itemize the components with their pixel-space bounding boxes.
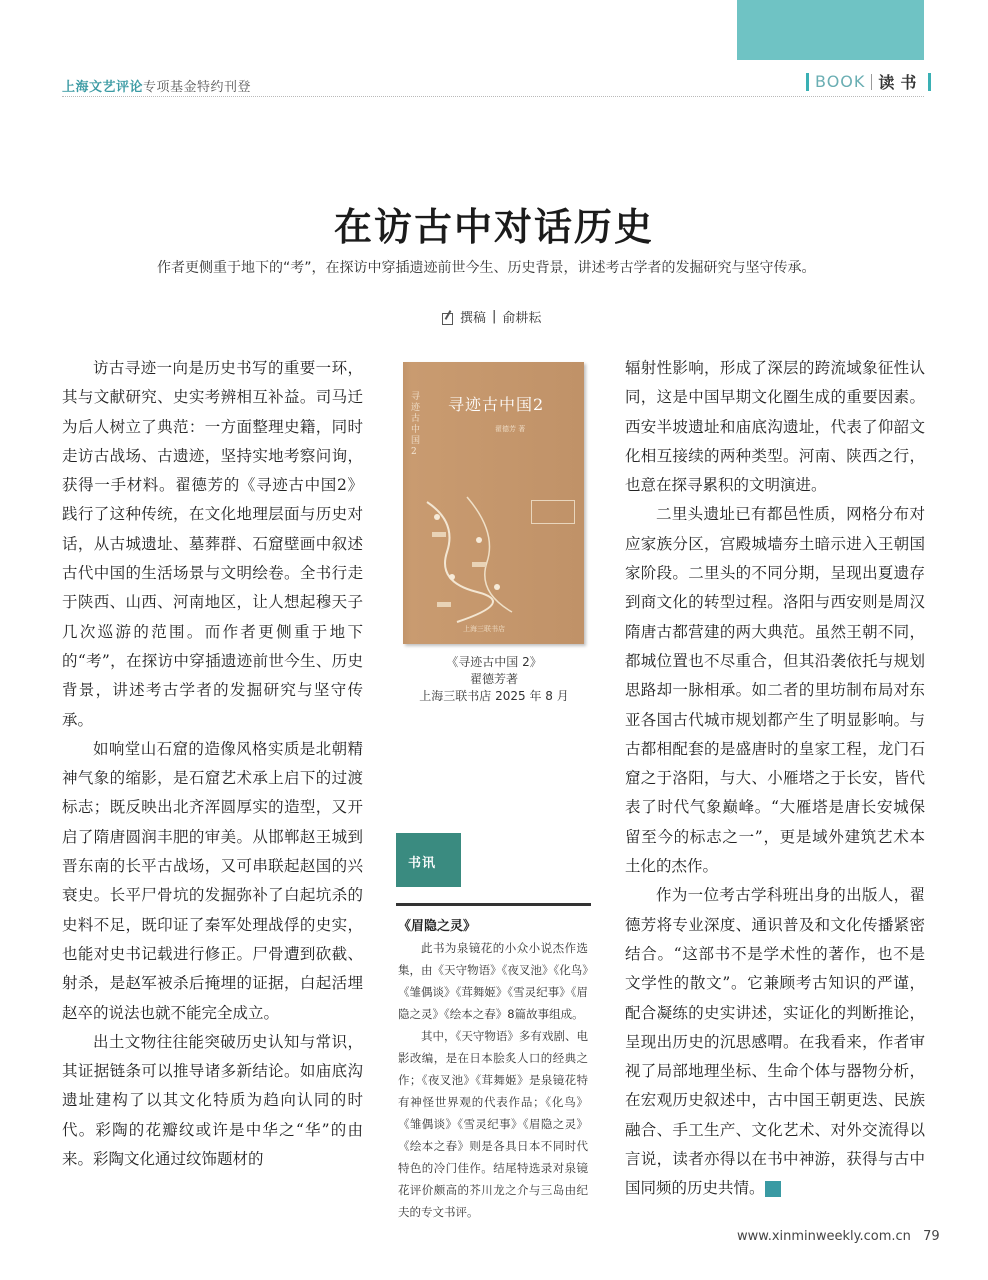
cover-author: 翟德芳 著 xyxy=(495,425,526,433)
news-paragraph-1: 此书为泉镜花的小众小说杰作选集，由《天守物语》《夜叉池》《化鸟》《雏偶谈》《茸舞姬》《雪灵纪事》《眉隐之灵》《绘本之春》8篇故事组成。 xyxy=(398,941,588,1021)
header-sponsor-brand: 上海文艺评论 xyxy=(62,80,144,95)
pen-icon xyxy=(440,310,454,324)
footer-site: www.xinminweekly.com.cn xyxy=(737,1229,911,1244)
section-category: 读书 xyxy=(878,73,923,92)
left-paragraph-2: 如响堂山石窟的造像风格实质是北朝精神气象的缩影，是石窟艺术承上启下的过渡标志；既反映出北齐浑圆厚实的造型，又开启了隋唐圆润丰肥的审美。从邯郸赵王城到晋东南的长平古战场，又可串联起赵国的兴衰史。长平尸骨坑的发掘弥补了白起坑杀的史料不足，既印证了秦军处理战俘的史实，也能对史书记载进行修正。尸骨遭到砍截、射杀，是赵军被杀后掩埋的证据，白起活埋赵卒的说法也就不能完全成立。 xyxy=(62,739,363,1022)
page-number: 79 xyxy=(923,1229,940,1244)
cover-publisher: 上海三联书店 xyxy=(463,625,505,633)
header-sponsor-text: 专项基金特约刊登 xyxy=(143,80,252,95)
cover-title: 寻迹古中国2 xyxy=(448,395,545,414)
news-label: 书讯 xyxy=(408,856,437,871)
right-column xyxy=(625,354,925,1204)
caption-title: 《寻迹古中国 2》 xyxy=(446,655,542,669)
end-mark-icon: 民 xyxy=(765,1181,781,1197)
section-bar-left xyxy=(806,73,809,91)
footer xyxy=(737,1229,940,1244)
news-book-title: 《眉隐之灵》 xyxy=(398,919,477,934)
right-paragraph-3-text: 作为一位考古学科班出身的出版人，翟德芳将专业深度、通识普及和文化传播紧密结合。“这部书不是学术性的著作，也不是文学性的散文”。它兼顾考古知识的严谨，配合凝练的史实讲述，实证化的判断推论，呈现出历史的沉思感喟。在我看来，作者审视了局部地理坐标、生命个体与器物分析，在宏观历史叙述中，古中国王朝更迭、民族融合、手工生产、文化艺术、对外交流得以言说，读者亦得以在书中神游，获得与古中国同频的历史共情。 xyxy=(625,886,925,1198)
book-cover-image xyxy=(403,362,584,644)
right-paragraph-3 xyxy=(625,881,925,1203)
news-paragraph-2: 其中，《天守物语》多有戏剧、电影改编，是在日本脍炙人口的经典之作；《夜叉池》《茸舞姬》是泉镜花特有神怪世界观的代表作品；《化鸟》《雏偶谈》《雪灵纪事》《眉隐之灵》《绘本之春》则是各具日本不同时代特色的冷门佳作。结尾特选录对泉镜花评价颇高的芥川龙之介与三岛由纪夫的专文书评。 xyxy=(398,1029,588,1219)
byline-divider: | xyxy=(492,309,497,324)
cover-spine-text: 寻迹古中国2 xyxy=(411,392,421,457)
right-paragraph-1: 辐射性影响，形成了深层的跨流域象征性认同，这是中国早期文化圈生成的重要因素。西安半坡遗址和庙底沟遗址，代表了仰韶文化相互接续的两种类型。河南、陕西之行，也意在探寻累积的文明演进。 xyxy=(625,359,925,495)
left-column xyxy=(62,354,363,1174)
article-title: 在访古中对话历史 xyxy=(333,204,654,249)
news-rule xyxy=(396,903,591,906)
left-paragraph-1: 访古寻迹一向是历史书写的重要一环，其与文献研究、史实考辨相互补益。司马迁为后人树立了典范：一方面整理史籍，同时走访古战场、古遗迹，坚持实地考察问询，获得一手材料。翟德芳的《寻迹古中国2》践行了这种传统，在文化地理层面与历史对话，从古城遗址、墓葬群、石窟壁画中叙述古代中国的生活场景与文明绘卷。全书行走于陕西、山西、河南地区，让人想起穆天子几次巡游的范围。而作者更侧重于地下的“考”，在探访中穿插遗迹前世今生、历史背景，讲述考古学者的发掘研究与坚守传承。 xyxy=(62,359,363,729)
caption-publisher: 上海三联书店 2025 年 8 月 xyxy=(419,689,569,703)
section-book-label: BOOK xyxy=(815,72,866,91)
byline xyxy=(440,307,541,326)
header-rule xyxy=(62,96,924,97)
book-caption xyxy=(400,654,588,705)
right-paragraph-2: 二里头遗址已有都邑性质，网格分布对应家族分区，宫殿城墙夯土暗示进入王朝国家阶段。二里头的不同分期，呈现出夏遗存到商文化的转型过程。洛阳与西安则是周汉隋唐古都营建的两大典范。虽然王朝不同，都城位置也不尽重合，但其沿袭依托与规划思路却一脉相承。如二者的里坊制布局对东亚各国古代城市规划都产生了明显影响。与古都相配套的是盛唐时的皇家工程，龙门石窟之于洛阳，与大、小雁塔之于长安，皆代表了时代气象巅峰。“大雁塔是唐长安城保留至今的标志之一”，更是域外建筑艺术本土化的杰作。 xyxy=(625,505,925,876)
byline-author: 俞耕耘 xyxy=(502,311,542,326)
cover-map-illustration xyxy=(417,492,527,627)
byline-label: 撰稿 xyxy=(460,311,487,326)
left-paragraph-3: 出土文物往往能突破历史认知与常识，其证据链条可以推导诸多新结论。如庙底沟遗址建构了以其文化特质为趋向认同的时代。彩陶的花瓣纹或许是中华之“华”的由来。彩陶文化通过纹饰题材的 xyxy=(62,1032,363,1169)
news-text xyxy=(398,937,588,1223)
header-section xyxy=(806,70,931,93)
header-sponsor xyxy=(62,76,251,95)
caption-author: 翟德芳著 xyxy=(469,672,518,686)
section-bar-right xyxy=(928,73,931,91)
section-divider xyxy=(871,74,872,90)
header-color-block xyxy=(737,0,924,60)
article-subtitle: 作者更侧重于地下的“考”，在探访中穿插遗迹前世今生、历史背景，讲述考古学者的发掘研究与坚守传承。 xyxy=(157,260,816,276)
cover-tag-box xyxy=(531,500,575,524)
